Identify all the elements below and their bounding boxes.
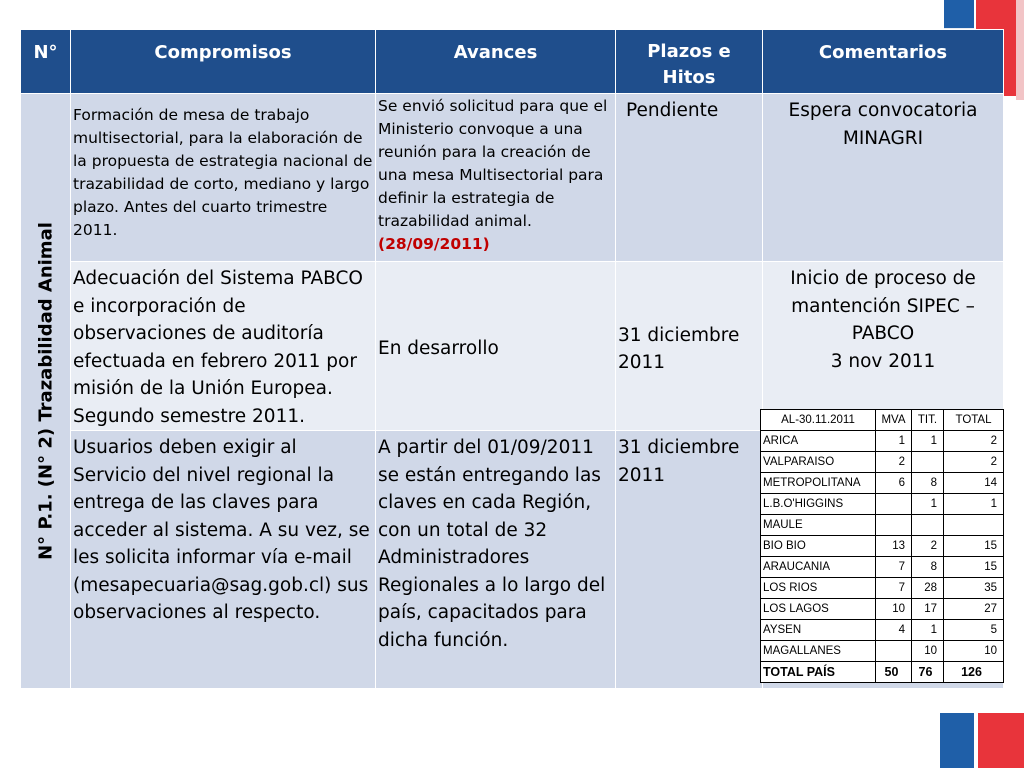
plazo-cell [616, 431, 763, 689]
comentario-cell [763, 262, 1004, 431]
total-value: 1 [944, 494, 1004, 515]
avance-cell [376, 431, 616, 689]
mva-value: 10 [876, 599, 912, 620]
region-name: ARAUCANIA [761, 557, 876, 578]
region-name: AYSEN [761, 620, 876, 641]
avance-text: Se envió solicitud para que el Ministerio convoque a una reunión para la creación de una mesa Multisectorial para definir la estrategia de trazabilidad animal. [378, 97, 608, 230]
summary-header-total: TOTAL [944, 410, 1004, 431]
total-value: 15 [944, 536, 1004, 557]
compromiso-cell [71, 262, 376, 431]
header-comentarios: Comentarios [763, 30, 1004, 94]
mva-value: 13 [876, 536, 912, 557]
summary-row [761, 578, 1004, 599]
header-plazos [616, 30, 763, 94]
mva-value: 1 [876, 431, 912, 452]
summary-row [761, 494, 1004, 515]
compromiso-cell [71, 94, 376, 262]
table-header-row [21, 30, 1004, 94]
total-mva: 50 [876, 662, 912, 683]
tit-value [912, 515, 944, 536]
total-value: 14 [944, 473, 1004, 494]
compromiso-text: Adecuación del Sistema PABCO e incorporación de observaciones de auditoría efectuada en febrero 2011 por misión de la Unión Europea. Segundo semestre 2011. [73, 268, 363, 427]
summary-row [761, 641, 1004, 662]
header-plazos-line1: Plazos e [647, 41, 731, 62]
mva-value: 7 [876, 557, 912, 578]
avance-date: (28/09/2011) [378, 235, 490, 253]
mva-value [876, 515, 912, 536]
compromiso-text: Usuarios deben exigir al Servicio del nivel regional la entrega de las claves para acceder al sistema. A su vez, se les solicita informar vía e-mail (mesapecuaria@sag.gob.cl) sus observaciones al respecto. [73, 437, 370, 623]
plazo-text: 31 diciembre 2011 [618, 437, 740, 486]
region-name: VALPARAISO [761, 452, 876, 473]
summary-header-mva: MVA [876, 410, 912, 431]
summary-row [761, 599, 1004, 620]
summary-total-row [761, 662, 1004, 683]
total-label: TOTAL PAÍS [761, 662, 876, 683]
summary-row [761, 473, 1004, 494]
total-value: 5 [944, 620, 1004, 641]
region-name: BIO BIO [761, 536, 876, 557]
total-value [944, 515, 1004, 536]
region-name: MAULE [761, 515, 876, 536]
tit-value: 8 [912, 557, 944, 578]
avance-text: En desarrollo [378, 338, 499, 360]
tit-value: 1 [912, 620, 944, 641]
avance-cell [376, 94, 616, 262]
tit-value: 10 [912, 641, 944, 662]
corner-flag-bottom-right [940, 713, 1024, 768]
region-name: ARICA [761, 431, 876, 452]
summary-row [761, 452, 1004, 473]
avance-cell [376, 262, 616, 431]
table-row [21, 94, 1004, 262]
total-tit: 76 [912, 662, 944, 683]
comentario-date: 3 nov 2011 [830, 350, 936, 372]
comentario-text: Espera convocatoria MINAGRI [788, 100, 978, 149]
row-label-cell [21, 94, 71, 689]
mva-value: 6 [876, 473, 912, 494]
total-value: 27 [944, 599, 1004, 620]
summary-row [761, 536, 1004, 557]
comentario-cell [763, 94, 1004, 262]
region-name: LOS RIOS [761, 578, 876, 599]
tit-value: 8 [912, 473, 944, 494]
summary-row [761, 431, 1004, 452]
summary-row [761, 515, 1004, 536]
tit-value: 2 [912, 536, 944, 557]
mva-value [876, 494, 912, 515]
tit-value: 1 [912, 431, 944, 452]
table-row [21, 262, 1004, 431]
region-name: METROPOLITANA [761, 473, 876, 494]
mva-value [876, 641, 912, 662]
comentario-text: Inicio de proceso de mantención SIPEC – PABCO [790, 268, 976, 344]
total-value: 35 [944, 578, 1004, 599]
compromiso-cell [71, 431, 376, 689]
header-avances: Avances [376, 30, 616, 94]
total-value: 10 [944, 641, 1004, 662]
total-total: 126 [944, 662, 1004, 683]
plazo-text: Pendiente [626, 100, 719, 121]
summary-header-tit: TIT. [912, 410, 944, 431]
plazo-text: 31 diciembre 2011 [618, 324, 740, 373]
tit-value [912, 452, 944, 473]
region-name: LOS LAGOS [761, 599, 876, 620]
row-label: N° P.1. (N° 2) Trazabilidad Animal [35, 222, 56, 560]
total-value: 15 [944, 557, 1004, 578]
plazo-cell [616, 94, 763, 262]
total-value: 2 [944, 452, 1004, 473]
header-number: N° [21, 30, 71, 94]
summary-header-row [761, 410, 1004, 431]
region-summary-table [760, 409, 1004, 683]
tit-value: 28 [912, 578, 944, 599]
summary-row [761, 557, 1004, 578]
total-value: 2 [944, 431, 1004, 452]
mva-value: 4 [876, 620, 912, 641]
tit-value: 17 [912, 599, 944, 620]
tit-value: 1 [912, 494, 944, 515]
summary-header-date: AL-30.11.2011 [761, 410, 876, 431]
mva-value: 7 [876, 578, 912, 599]
plazo-cell [616, 262, 763, 431]
compromiso-text: Formación de mesa de trabajo multisectorial, para la elaboración de la propuesta de estrategia nacional de trazabilidad de corto, mediano y largo plazo. Antes del cuarto trimestre 2011. [73, 106, 373, 239]
avance-text: A partir del 01/09/2011 se están entregando las claves en cada Región, con un total de 32 Administradores Regionales a lo largo del país, capacitados para dicha función. [378, 437, 606, 651]
summary-row [761, 620, 1004, 641]
region-name: MAGALLANES [761, 641, 876, 662]
header-compromisos: Compromisos [71, 30, 376, 94]
mva-value: 2 [876, 452, 912, 473]
region-name: L.B.O'HIGGINS [761, 494, 876, 515]
header-plazos-line2: Hitos [662, 67, 716, 88]
